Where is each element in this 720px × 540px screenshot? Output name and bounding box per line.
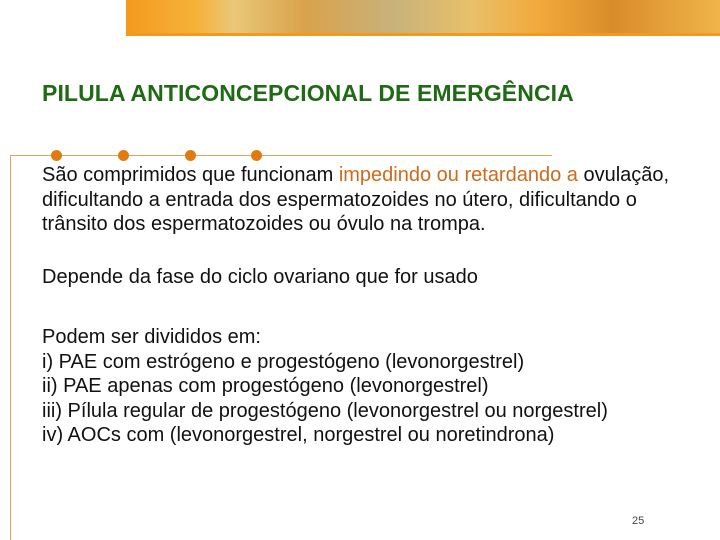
list-item: i) PAE com estrógeno e progestógeno (levonorgestrel) [42, 350, 525, 373]
paragraph-mechanism-text-end: ovulação, dificultando a entrada dos espermatozoides no útero, dificultando o trânsito dos espermatozoides ou óvulo na trompa. [42, 164, 670, 235]
paragraph-mechanism [42, 163, 702, 237]
decorative-top-banner [126, 0, 720, 36]
paragraph-mechanism-text: São comprimidos que funcionam [42, 164, 339, 186]
vertical-divider [10, 155, 11, 540]
spacer [42, 237, 702, 265]
decorative-dot [51, 150, 62, 161]
spacer [42, 289, 702, 325]
decorative-dot [251, 150, 262, 161]
slide-title: PILULA ANTICONCEPCIONAL DE EMERGÊNCIA [42, 80, 574, 106]
list-item: iv) AOCs com (levonorgestrel, norgestrel ou noretindrona) [42, 424, 555, 446]
horizontal-divider [10, 155, 552, 156]
slide-body [42, 163, 702, 448]
decorative-dot [118, 150, 129, 161]
list-item: ii) PAE apenas com progestógeno (levonorgestrel) [42, 375, 489, 397]
list-intro: Podem ser divididos em: [42, 326, 261, 348]
page-number: 25 [632, 515, 645, 527]
list-item: iii) Pílula regular de progestógeno (levonorgestrel ou norgestrel) [42, 399, 608, 422]
decorative-dot [185, 150, 196, 161]
highlighted-text: impedindo ou retardando a [338, 164, 578, 186]
paragraph-cycle-phase: Depende da fase do ciclo ovariano que for usado [42, 265, 478, 288]
